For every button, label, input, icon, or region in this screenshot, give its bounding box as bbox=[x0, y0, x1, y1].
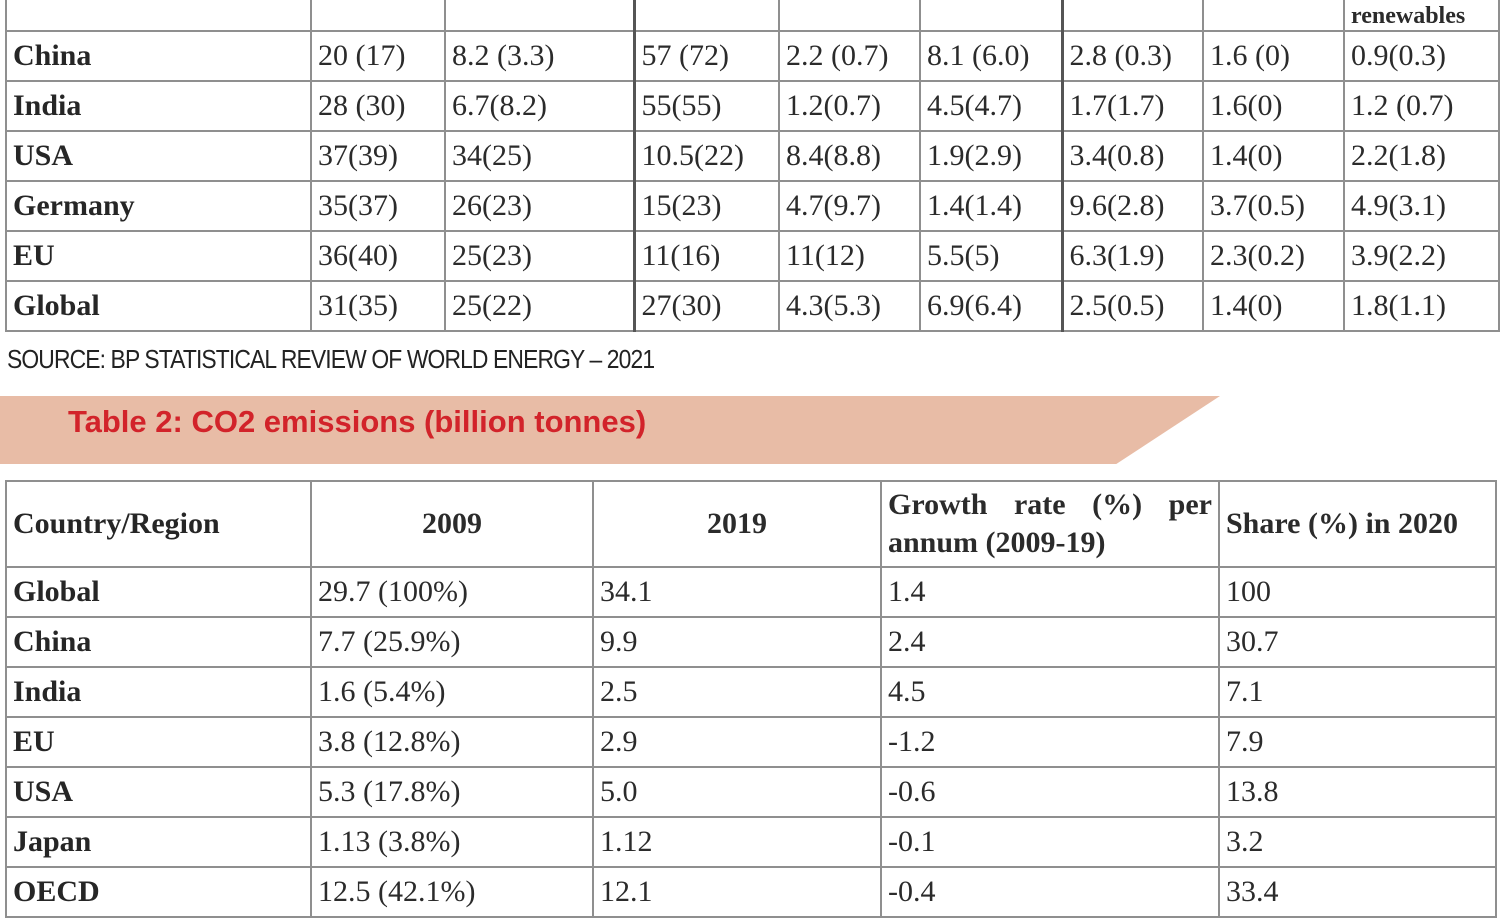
table-cell: 28 (30) bbox=[311, 81, 445, 131]
table-cell: 3.9(2.2) bbox=[1344, 231, 1499, 281]
table2-header-cell: 2009 bbox=[311, 481, 593, 567]
row-label: Global bbox=[6, 567, 311, 617]
table-cell: 7.1 bbox=[1219, 667, 1496, 717]
table-cell: 2.2 (0.7) bbox=[779, 31, 920, 81]
table-cell: 1.6 (5.4%) bbox=[311, 667, 593, 717]
table2-header-row bbox=[6, 481, 1496, 567]
table-cell: 4.9(3.1) bbox=[1344, 181, 1499, 231]
table-cell: 35(37) bbox=[311, 181, 445, 231]
table2-row bbox=[6, 567, 1496, 617]
table-cell: 12.5 (42.1%) bbox=[311, 867, 593, 917]
table-cell: 1.2(0.7) bbox=[779, 81, 920, 131]
table-cell: -0.1 bbox=[881, 817, 1219, 867]
table-cell: 25(22) bbox=[445, 281, 634, 331]
table2-row bbox=[6, 717, 1496, 767]
table-cell: 36(40) bbox=[311, 231, 445, 281]
table-cell: 25(23) bbox=[445, 231, 634, 281]
table-cell: 27(30) bbox=[634, 281, 779, 331]
table2-row bbox=[6, 667, 1496, 717]
table-cell: 8.2 (3.3) bbox=[445, 31, 634, 81]
table-cell: -0.6 bbox=[881, 767, 1219, 817]
table-cell: 1.6 (0) bbox=[1203, 31, 1344, 81]
row-label: Germany bbox=[6, 181, 311, 231]
table1-row bbox=[6, 81, 1499, 131]
table-cell: 3.8 (12.8%) bbox=[311, 717, 593, 767]
table-cell: 57 (72) bbox=[634, 31, 779, 81]
table-cell: 0.9(0.3) bbox=[1344, 31, 1499, 81]
table-cell: 1.4(0) bbox=[1203, 131, 1344, 181]
table2-row bbox=[6, 867, 1496, 917]
table-cell: 10.5(22) bbox=[634, 131, 779, 181]
table-cell: 26(23) bbox=[445, 181, 634, 231]
table1-header-cell bbox=[1062, 0, 1203, 31]
table-cell: 4.5 bbox=[881, 667, 1219, 717]
row-label: OECD bbox=[6, 867, 311, 917]
table-cell: 2.2(1.8) bbox=[1344, 131, 1499, 181]
table1-header-cell: renewables bbox=[1344, 0, 1499, 31]
co2-emissions-table bbox=[5, 480, 1497, 918]
table-cell: 2.5 bbox=[593, 667, 881, 717]
table1-header-cell bbox=[445, 0, 634, 31]
table-cell: 1.2 (0.7) bbox=[1344, 81, 1499, 131]
table-cell: 55(55) bbox=[634, 81, 779, 131]
table-cell: 6.9(6.4) bbox=[920, 281, 1062, 331]
table-cell: 3.2 bbox=[1219, 817, 1496, 867]
table-cell: 2.9 bbox=[593, 717, 881, 767]
table1-header-cell bbox=[1203, 0, 1344, 31]
table-cell: 4.5(4.7) bbox=[920, 81, 1062, 131]
row-label: USA bbox=[6, 767, 311, 817]
table-cell: 1.4(0) bbox=[1203, 281, 1344, 331]
source-note: SOURCE: BP STATISTICAL REVIEW OF WORLD ENERGY – 2021 bbox=[7, 344, 655, 374]
table1-row bbox=[6, 281, 1499, 331]
table-cell: 5.0 bbox=[593, 767, 881, 817]
table-cell: 30.7 bbox=[1219, 617, 1496, 667]
table-cell: 37(39) bbox=[311, 131, 445, 181]
table-cell: 1.6(0) bbox=[1203, 81, 1344, 131]
table1-header-cell bbox=[6, 0, 311, 31]
table-cell: 34(25) bbox=[445, 131, 634, 181]
row-label: China bbox=[6, 617, 311, 667]
table2-row bbox=[6, 767, 1496, 817]
row-label: China bbox=[6, 31, 311, 81]
table2-title: Table 2: CO2 emissions (billion tonnes) bbox=[68, 404, 647, 439]
table-cell: 4.7(9.7) bbox=[779, 181, 920, 231]
table2-header-cell: 2019 bbox=[593, 481, 881, 567]
table-cell: 6.3(1.9) bbox=[1062, 231, 1203, 281]
table-cell: 8.4(8.8) bbox=[779, 131, 920, 181]
table-cell: 6.7(8.2) bbox=[445, 81, 634, 131]
table1-row bbox=[6, 131, 1499, 181]
table-cell: 1.13 (3.8%) bbox=[311, 817, 593, 867]
table-cell: 100 bbox=[1219, 567, 1496, 617]
table-cell: 3.4(0.8) bbox=[1062, 131, 1203, 181]
table-cell: 9.6(2.8) bbox=[1062, 181, 1203, 231]
table-cell: 4.3(5.3) bbox=[779, 281, 920, 331]
table-cell: 9.9 bbox=[593, 617, 881, 667]
row-label: EU bbox=[6, 231, 311, 281]
table-cell: 1.4 bbox=[881, 567, 1219, 617]
table1-header-cell bbox=[920, 0, 1062, 31]
table-cell: -0.4 bbox=[881, 867, 1219, 917]
row-label: USA bbox=[6, 131, 311, 181]
row-label: India bbox=[6, 81, 311, 131]
table-cell: 5.3 (17.8%) bbox=[311, 767, 593, 817]
table1-header-cell bbox=[779, 0, 920, 31]
table-cell: 2.8 (0.3) bbox=[1062, 31, 1203, 81]
table-cell: 34.1 bbox=[593, 567, 881, 617]
table-cell: 7.9 bbox=[1219, 717, 1496, 767]
table-cell: 15(23) bbox=[634, 181, 779, 231]
table1-row bbox=[6, 231, 1499, 281]
table-cell: 29.7 (100%) bbox=[311, 567, 593, 617]
table-cell: 1.4(1.4) bbox=[920, 181, 1062, 231]
table-cell: 1.7(1.7) bbox=[1062, 81, 1203, 131]
row-label: India bbox=[6, 667, 311, 717]
table-cell: 11(12) bbox=[779, 231, 920, 281]
table-cell: 12.1 bbox=[593, 867, 881, 917]
table1-header-cell bbox=[311, 0, 445, 31]
table-cell: 1.9(2.9) bbox=[920, 131, 1062, 181]
table-cell: 3.7(0.5) bbox=[1203, 181, 1344, 231]
table-cell: 2.3(0.2) bbox=[1203, 231, 1344, 281]
table-cell: 11(16) bbox=[634, 231, 779, 281]
table2-row bbox=[6, 817, 1496, 867]
table-cell: 7.7 (25.9%) bbox=[311, 617, 593, 667]
table-cell: 31(35) bbox=[311, 281, 445, 331]
table2-header-cell: Growth rate (%) per annum (2009-19) bbox=[881, 481, 1219, 567]
table-cell: 5.5(5) bbox=[920, 231, 1062, 281]
table-cell: -1.2 bbox=[881, 717, 1219, 767]
table-cell: 13.8 bbox=[1219, 767, 1496, 817]
table-cell: 2.5(0.5) bbox=[1062, 281, 1203, 331]
table-cell: 2.4 bbox=[881, 617, 1219, 667]
energy-mix-table bbox=[5, 0, 1500, 332]
table1-header-cell bbox=[634, 0, 779, 31]
table-cell: 20 (17) bbox=[311, 31, 445, 81]
table1-row bbox=[6, 31, 1499, 81]
table-cell: 8.1 (6.0) bbox=[920, 31, 1062, 81]
table1-row bbox=[6, 181, 1499, 231]
table-cell: 1.8(1.1) bbox=[1344, 281, 1499, 331]
row-label: Global bbox=[6, 281, 311, 331]
table-cell: 1.12 bbox=[593, 817, 881, 867]
row-label: EU bbox=[6, 717, 311, 767]
table2-header-cell: Share (%) in 2020 bbox=[1219, 481, 1496, 567]
row-label: Japan bbox=[6, 817, 311, 867]
table-cell: 33.4 bbox=[1219, 867, 1496, 917]
table2-header-cell: Country/Region bbox=[6, 481, 311, 567]
table2-row bbox=[6, 617, 1496, 667]
table1-header-row bbox=[6, 0, 1499, 31]
